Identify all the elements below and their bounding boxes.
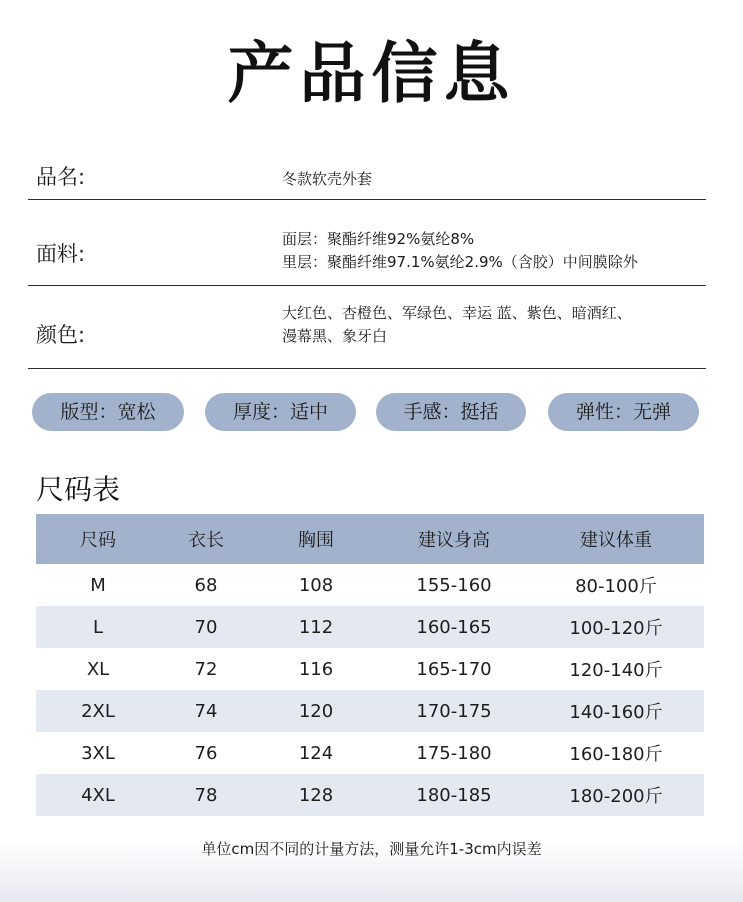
color-options-line-1: 大红色、杏橙色、军绿色、幸运 蓝、紫色、暗酒红、 (282, 304, 632, 322)
cell-weight: 140-160斤 (528, 690, 704, 732)
measurement-note: 单位cm因不同的计量方法，测量允许1-3cm内误差 (201, 840, 542, 858)
product-name-value: 冬款软壳外套 (282, 170, 373, 188)
fabric-label: 面料: (36, 242, 86, 266)
product-name-label: 品名: (36, 165, 86, 189)
table-row (36, 690, 704, 732)
table-header-row (36, 514, 704, 564)
cell-weight: 80-100斤 (528, 564, 704, 606)
cell-weight: 160-180斤 (528, 732, 704, 774)
cell-size: 4XL (36, 774, 160, 816)
header-weight: 建议体重 (528, 514, 704, 564)
tag-thickness: 厚度：适中 (205, 393, 356, 431)
cell-chest: 124 (252, 732, 380, 774)
table-row (36, 774, 704, 816)
cell-weight: 120-140斤 (528, 648, 704, 690)
table-row (36, 606, 704, 648)
cell-chest: 112 (252, 606, 380, 648)
cell-length: 72 (160, 648, 252, 690)
tag-hand-feel: 手感：挺括 (376, 393, 526, 431)
table-row (36, 732, 704, 774)
cell-size: M (36, 564, 160, 606)
cell-height: 155-160 (380, 564, 528, 606)
fabric-value (282, 228, 638, 274)
cell-height: 160-165 (380, 606, 528, 648)
cell-size: XL (36, 648, 160, 690)
cell-size: 2XL (36, 690, 160, 732)
cell-chest: 128 (252, 774, 380, 816)
info-row-product-name (28, 152, 706, 200)
color-value (282, 302, 632, 348)
size-chart-title: 尺码表 (36, 473, 121, 506)
header-length: 衣长 (160, 514, 252, 564)
cell-length: 74 (160, 690, 252, 732)
cell-height: 180-185 (380, 774, 528, 816)
cell-length: 76 (160, 732, 252, 774)
table-row (36, 564, 704, 606)
cell-height: 165-170 (380, 648, 528, 690)
cell-weight: 100-120斤 (528, 606, 704, 648)
fabric-inner-layer: 里层：聚酯纤维97.1%氨纶2.9%（含胶）中间膜除外 (282, 253, 638, 271)
table-row (36, 648, 704, 690)
cell-length: 78 (160, 774, 252, 816)
tag-elasticity: 弹性：无弹 (548, 393, 699, 431)
cell-chest: 116 (252, 648, 380, 690)
cell-height: 170-175 (380, 690, 528, 732)
cell-weight: 180-200斤 (528, 774, 704, 816)
header-size: 尺码 (36, 514, 160, 564)
cell-size: 3XL (36, 732, 160, 774)
page-title: 产品信息 (227, 35, 516, 112)
fabric-outer-layer: 面层：聚酯纤维92%氨纶8% (282, 230, 475, 248)
info-row-color (28, 286, 706, 369)
size-chart-table (36, 514, 704, 816)
cell-size: L (36, 606, 160, 648)
header-chest: 胸围 (252, 514, 380, 564)
cell-chest: 120 (252, 690, 380, 732)
cell-height: 175-180 (380, 732, 528, 774)
tag-fit: 版型：宽松 (32, 393, 184, 431)
cell-length: 70 (160, 606, 252, 648)
color-options-line-2: 漫幕黑、象牙白 (282, 327, 388, 345)
header-height: 建议身高 (380, 514, 528, 564)
info-row-fabric (28, 200, 706, 286)
color-label: 颜色: (36, 323, 86, 347)
cell-length: 68 (160, 564, 252, 606)
cell-chest: 108 (252, 564, 380, 606)
